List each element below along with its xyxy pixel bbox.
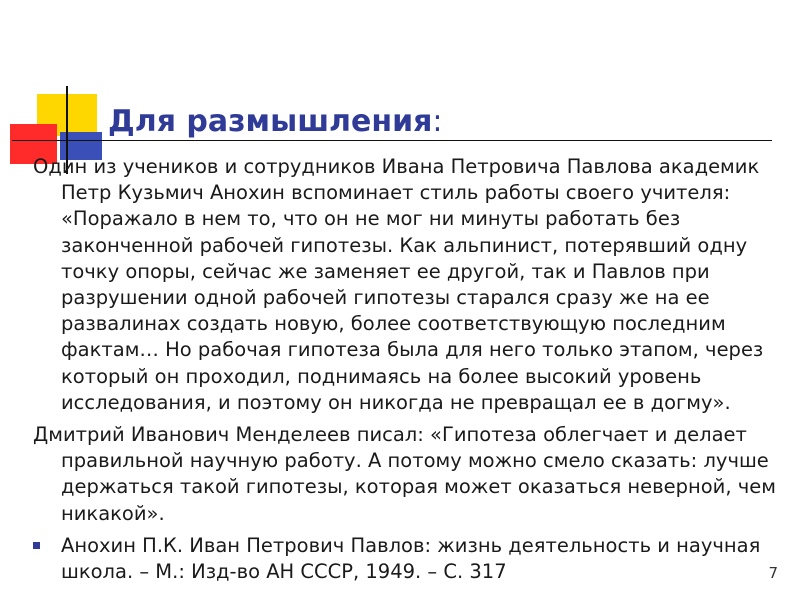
- paragraph-mendeleev-quote: Дмитрий Иванович Менделеев писал: «Гипотеза облегчает и делает правильной научную работу. А потому можно смело сказать: лучше держаться такой гипотезы, которая может оказаться неверной, чем никакой».: [33, 423, 776, 525]
- slide-title-colon: :: [432, 104, 443, 139]
- reference-text: Анохин П.К. Иван Петрович Павлов: жизнь деятельность и научная школа. – М.: Изд-во АН СССР, 1949. – С. 317: [61, 533, 761, 584]
- reference-list-item: [33, 533, 778, 585]
- square-bullet-icon: [33, 542, 40, 549]
- decor-horizontal-line: [12, 140, 772, 141]
- slide-content: [33, 154, 778, 585]
- slide-title-text: Для размышления: [108, 104, 433, 139]
- slide-title: [108, 104, 443, 139]
- paragraph-anokhin-quote: Один из учеников и сотрудников Ивана Петровича Павлова академик Петр Кузьмич Анохин вспоминает стиль работы своего учителя: «Поражало в нем то, что он не мог ни минуты работать без законченной рабочей гипотезы. Как альпинист, потерявший одну точку опоры, сейчас же заменяет ее другой, так и Павлов при разрушении одной рабочей гипотезы старался сразу же на ее развалинах создать новую, более соответствующую последним фактам… Но рабочая гипотеза была для него только этапом, через который он проходил, поднимаясь на более высокий уровень исследования, и поэтому он никогда не превращал ее в догму».: [33, 155, 764, 414]
- page-number: 7: [768, 564, 778, 582]
